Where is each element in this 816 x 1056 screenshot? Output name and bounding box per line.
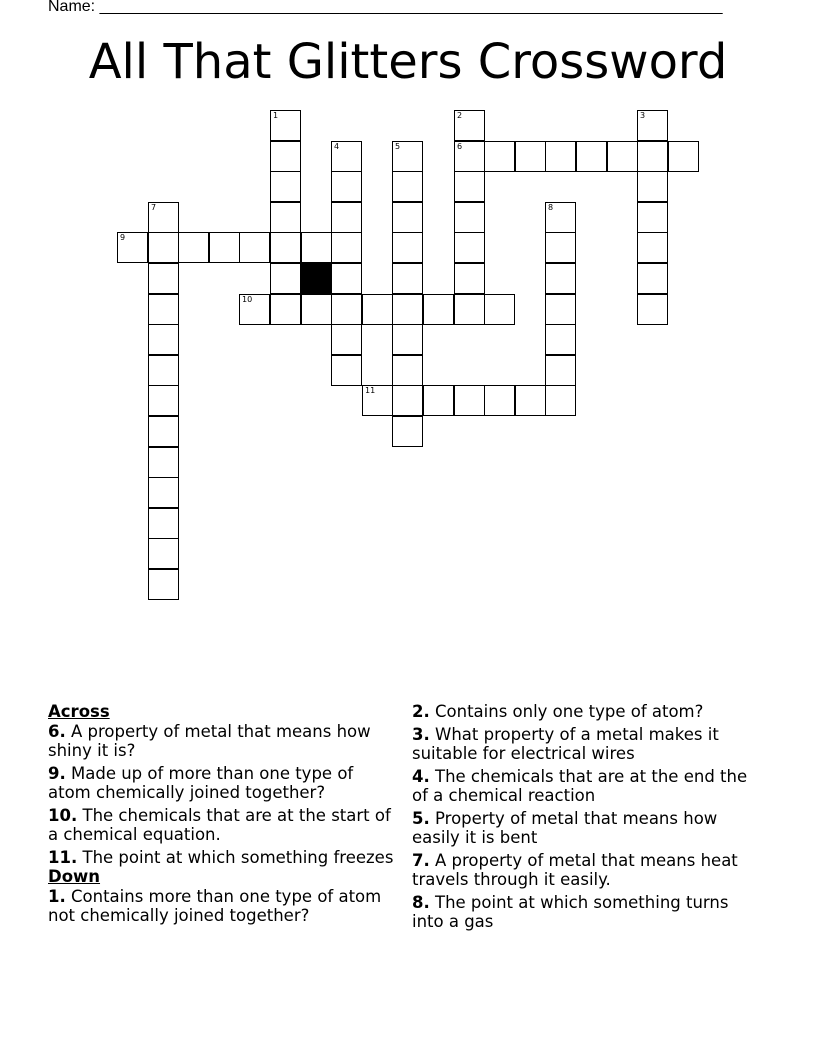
grid-cell[interactable] [148, 477, 179, 508]
clue-down-2 [412, 702, 762, 722]
clue-number: 6. [48, 721, 66, 741]
grid-cell[interactable] [423, 294, 454, 325]
clue-down-3 [412, 725, 762, 764]
grid-cell[interactable] [331, 263, 362, 294]
grid-cell[interactable] [392, 263, 423, 294]
clue-text: The chemicals that are at the end the of a chemical reaction [412, 766, 748, 805]
across-heading: Across [48, 702, 110, 721]
grid-cell[interactable] [331, 232, 362, 263]
grid-cell[interactable] [270, 232, 301, 263]
grid-cell[interactable] [392, 324, 423, 355]
grid-cell[interactable] [270, 202, 301, 233]
clue-text: The point at which something turns into a gas [412, 892, 729, 931]
grid-cell[interactable] [148, 202, 179, 233]
grid-cell[interactable] [301, 232, 332, 263]
grid-cell[interactable] [637, 141, 668, 172]
grid-cell[interactable] [637, 110, 668, 141]
clue-text: What property of a metal makes it suitable for electrical wires [412, 724, 719, 763]
clues-right-column [412, 702, 762, 935]
grid-cell[interactable] [668, 141, 699, 172]
clue-number: 4. [412, 766, 430, 786]
grid-cell[interactable] [148, 447, 179, 478]
grid-cell[interactable] [454, 110, 485, 141]
down-heading: Down [48, 867, 101, 886]
clue-number-label: 3 [640, 111, 646, 120]
grid-cell[interactable] [270, 294, 301, 325]
clue-number: 8. [412, 892, 430, 912]
grid-cell[interactable] [545, 202, 576, 233]
grid-cell[interactable] [239, 232, 270, 263]
grid-cell[interactable] [454, 202, 485, 233]
grid-cell[interactable] [484, 294, 515, 325]
grid-cell[interactable] [148, 232, 179, 263]
grid-cell[interactable] [270, 141, 301, 172]
grid-cell[interactable] [148, 324, 179, 355]
grid-cell[interactable] [484, 385, 515, 416]
clue-across-10 [48, 806, 398, 845]
clue-text: A property of metal that means heat travels through it easily. [412, 850, 738, 889]
grid-cell[interactable] [392, 232, 423, 263]
clue-number-label: 7 [151, 203, 157, 212]
grid-cell[interactable] [209, 232, 240, 263]
grid-cell[interactable] [454, 141, 485, 172]
clue-number-label: 5 [395, 142, 401, 151]
clue-down-8 [412, 893, 762, 932]
clue-number-label: 10 [242, 295, 253, 304]
grid-cell[interactable] [331, 294, 362, 325]
grid-cell[interactable] [423, 385, 454, 416]
grid-cell[interactable] [515, 141, 546, 172]
grid-cell[interactable] [454, 171, 485, 202]
page-title: All That Glitters Crossword [88, 34, 728, 90]
clue-text: Contains more than one type of atom not chemically joined together? [48, 886, 382, 925]
black-cell [301, 263, 332, 294]
clue-number: 9. [48, 763, 66, 783]
grid-cell[interactable] [545, 263, 576, 294]
grid-cell[interactable] [331, 171, 362, 202]
clue-text: A property of metal that means how shiny it is? [48, 721, 371, 760]
grid-cell[interactable] [454, 385, 485, 416]
grid-cell[interactable] [545, 141, 576, 172]
clues-left-column [48, 702, 398, 929]
clue-number-label: 11 [365, 386, 376, 395]
grid-cell[interactable] [392, 294, 423, 325]
grid-cell[interactable] [362, 294, 393, 325]
clue-text: The point at which something freezes [82, 847, 394, 867]
clue-number: 7. [412, 850, 430, 870]
grid-cell[interactable] [515, 385, 546, 416]
clue-number: 5. [412, 808, 430, 828]
grid-cell[interactable] [607, 141, 638, 172]
clue-number: 1. [48, 886, 66, 906]
clue-number-label: 6 [457, 142, 463, 151]
clue-number: 10. [48, 805, 78, 825]
grid-cell[interactable] [270, 110, 301, 141]
clue-number-label: 4 [334, 142, 340, 151]
clue-across-9 [48, 764, 398, 803]
grid-cell[interactable] [392, 385, 423, 416]
grid-cell[interactable] [545, 355, 576, 386]
grid-cell[interactable] [637, 263, 668, 294]
clue-text: Made up of more than one type of atom chemically joined together? [48, 763, 354, 802]
clue-across-11 [48, 848, 398, 868]
grid-cell[interactable] [178, 232, 209, 263]
clue-down-1 [48, 887, 398, 926]
grid-cell[interactable] [117, 232, 148, 263]
grid-cell[interactable] [637, 294, 668, 325]
grid-cell[interactable] [454, 294, 485, 325]
grid-cell[interactable] [148, 508, 179, 539]
grid-cell[interactable] [392, 355, 423, 386]
grid-cell[interactable] [484, 141, 515, 172]
clue-number-label: 1 [273, 111, 279, 120]
grid-cell[interactable] [331, 202, 362, 233]
grid-cell[interactable] [545, 232, 576, 263]
grid-cell[interactable] [239, 294, 270, 325]
grid-cell[interactable] [331, 141, 362, 172]
grid-cell[interactable] [392, 141, 423, 172]
name-field-label: Name: ______________________________________________________________________ [48, 0, 723, 15]
grid-cell[interactable] [148, 263, 179, 294]
clue-text: The chemicals that are at the start of a chemical equation. [48, 805, 391, 844]
grid-cell[interactable] [576, 141, 607, 172]
grid-cell[interactable] [148, 569, 179, 600]
clue-down-7 [412, 851, 762, 890]
grid-cell[interactable] [148, 416, 179, 447]
grid-cell[interactable] [454, 232, 485, 263]
clue-text: Contains only one type of atom? [435, 702, 704, 721]
clue-number: 3. [412, 724, 430, 744]
clue-down-5 [412, 809, 762, 848]
clue-number-label: 8 [548, 203, 554, 212]
grid-cell[interactable] [331, 324, 362, 355]
grid-cell[interactable] [454, 263, 485, 294]
grid-cell[interactable] [362, 385, 393, 416]
grid-cell[interactable] [301, 294, 332, 325]
grid-cell[interactable] [270, 263, 301, 294]
grid-cell[interactable] [270, 171, 301, 202]
grid-cell[interactable] [392, 202, 423, 233]
clue-across-6 [48, 722, 398, 761]
grid-cell[interactable] [392, 416, 423, 447]
grid-cell[interactable] [545, 324, 576, 355]
clue-down-4 [412, 767, 762, 806]
grid-cell[interactable] [545, 294, 576, 325]
grid-cell[interactable] [637, 232, 668, 263]
grid-cell[interactable] [637, 202, 668, 233]
clue-number: 2. [412, 702, 430, 721]
grid-cell[interactable] [637, 171, 668, 202]
grid-cell[interactable] [148, 385, 179, 416]
grid-cell[interactable] [148, 294, 179, 325]
clue-text: Property of metal that means how easily it is bent [412, 808, 718, 847]
clue-number: 11. [48, 847, 78, 867]
grid-cell[interactable] [331, 355, 362, 386]
grid-cell[interactable] [392, 171, 423, 202]
grid-cell[interactable] [148, 538, 179, 569]
clue-number-label: 9 [120, 233, 126, 242]
grid-cell[interactable] [545, 385, 576, 416]
clue-number-label: 2 [457, 111, 463, 120]
grid-cell[interactable] [148, 355, 179, 386]
